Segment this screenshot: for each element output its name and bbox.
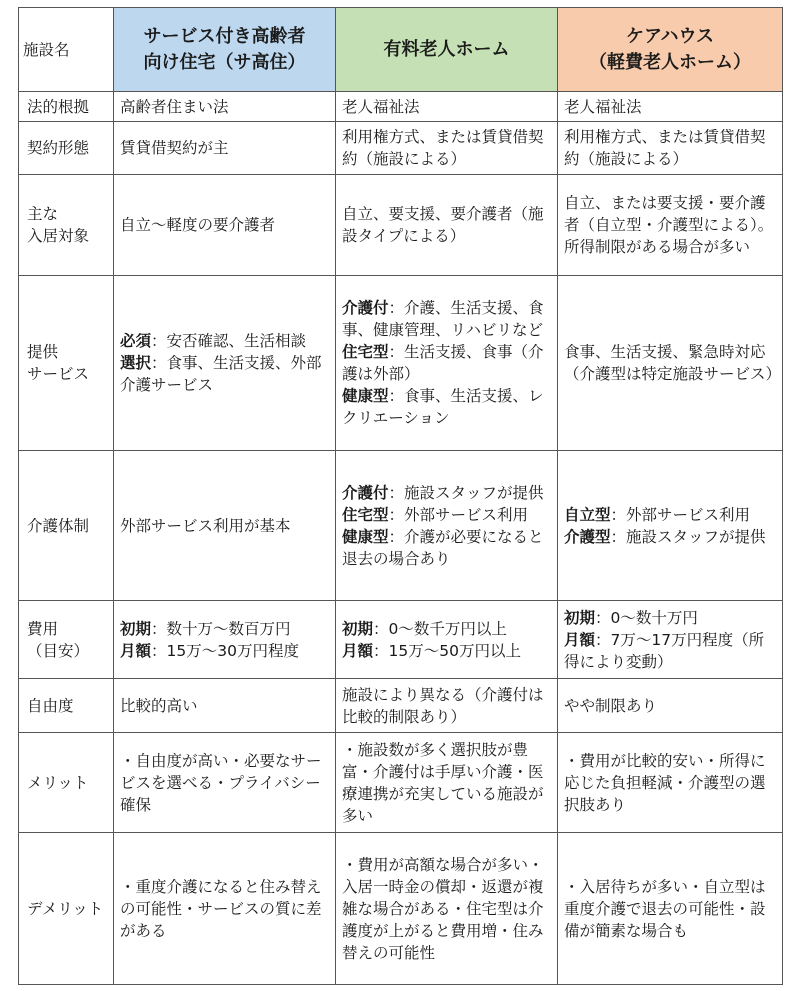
cell: ・重度介護になると住み替えの可能性・サービスの質に差がある [114, 833, 336, 985]
header-sakojyu [114, 8, 336, 92]
service-key: 必須 [120, 332, 152, 350]
cell [114, 276, 336, 451]
header-carehouse-line2: （軽費老人ホーム） [589, 51, 751, 73]
cost-key: 月額 [120, 641, 152, 660]
care-key: 介護型 [564, 527, 611, 546]
cost-text: ：数十万〜数百万円 [151, 619, 291, 638]
cell [336, 451, 558, 601]
cell: ・費用が高額な場合が多い・入居一時金の償却・返還が複雑な場合がある・住宅型は介護度が上がると費用増・住み替えの可能性 [336, 833, 558, 985]
cell: 老人福祉法 [558, 92, 783, 122]
care-line [564, 526, 776, 548]
cell: 賃貸借契約が主 [114, 122, 336, 175]
care-text: ：介護が必要になると退去の場合あり [342, 527, 544, 568]
cell: 自立、または要支援・要介護者（自立型・介護型による）。所得制限がある場合が多い [558, 175, 783, 276]
header-carehouse [558, 8, 783, 92]
cost-line [120, 640, 329, 662]
row-demerits [19, 833, 783, 985]
row-cost [19, 601, 783, 679]
cell: 利用権方式、または賃貸借契約（施設による） [558, 122, 783, 175]
row-label [19, 175, 114, 276]
care-line [342, 526, 551, 570]
header-row [19, 8, 783, 92]
header-yuryo [336, 8, 558, 92]
row-label-line2: 入居対象 [27, 227, 90, 245]
service-line [342, 297, 551, 341]
facility-comparison-table [18, 7, 783, 985]
row-label: デメリット [19, 833, 114, 985]
care-line [342, 504, 551, 526]
cell [114, 601, 336, 679]
comparison-table-wrapper [18, 7, 783, 985]
header-yuryo-line1: 有料老人ホーム [383, 38, 510, 60]
header-carehouse-line1: ケアハウス [625, 25, 715, 47]
care-text: ：外部サービス利用 [388, 505, 529, 524]
cell: ・費用が比較的安い・所得に応じた負担軽減・介護型の選択肢あり [558, 733, 783, 833]
care-key: 健康型 [342, 527, 389, 546]
cost-text: ：15万〜30万円程度 [151, 641, 299, 660]
cell: 施設により異なる（介護付は比較的制限あり） [336, 679, 558, 733]
cell: ・入居待ちが多い・自立型は重度介護で退去の可能性・設備が簡素な場合も [558, 833, 783, 985]
row-label-line2: （目安） [27, 641, 90, 660]
care-key: 自立型 [564, 505, 611, 524]
cost-key: 初期 [564, 608, 596, 627]
row-contract [19, 122, 783, 175]
cell: 外部サービス利用が基本 [114, 451, 336, 601]
cell: 自立〜軽度の要介護者 [114, 175, 336, 276]
care-text: ：施設スタッフが提供 [388, 483, 544, 502]
cell [558, 451, 783, 601]
cell: 比較的高い [114, 679, 336, 733]
service-key: 住宅型 [342, 343, 389, 361]
cell: 老人福祉法 [336, 92, 558, 122]
row-label-line1: 提供 [27, 343, 59, 361]
cell: 利用権方式、または賃貸借契約（施設による） [336, 122, 558, 175]
service-text: ：介護、生活支援、食事、健康管理、リハビリなど [342, 299, 544, 339]
header-label: 施設名 [19, 8, 114, 92]
row-label-line2: サービス [27, 365, 90, 383]
row-care [19, 451, 783, 601]
service-text: ：食事、生活支援、外部介護サービス [120, 354, 322, 394]
row-legal [19, 92, 783, 122]
cell: ・自由度が高い・必要なサービスを選べる・プライバシー確保 [114, 733, 336, 833]
cell: ・施設数が多く選択肢が豊富・介護付は手厚い介護・医療連携が充実している施設が多い [336, 733, 558, 833]
care-text: ：施設スタッフが提供 [610, 527, 766, 546]
cost-key: 月額 [564, 630, 596, 649]
cell [336, 601, 558, 679]
row-target [19, 175, 783, 276]
cell: やや制限あり [558, 679, 783, 733]
cost-line [120, 618, 329, 640]
care-text: ：外部サービス利用 [610, 505, 751, 524]
cell: 高齢者住まい法 [114, 92, 336, 122]
cost-text: ：15万〜50万円以上 [373, 641, 521, 660]
cost-line [564, 629, 776, 673]
care-key: 住宅型 [342, 505, 389, 524]
row-label: 契約形態 [19, 122, 114, 175]
cost-key: 初期 [120, 619, 152, 638]
row-label: 法的根拠 [19, 92, 114, 122]
row-merits [19, 733, 783, 833]
cost-text: ：0〜数十万円 [595, 608, 698, 627]
care-line [342, 482, 551, 504]
cell: 食事、生活支援、緊急時対応（介護型は特定施設サービス） [558, 276, 783, 451]
header-sakojyu-line2: 向け住宅（サ高住） [143, 51, 306, 73]
cost-line [342, 618, 551, 640]
care-line [564, 504, 776, 526]
service-line [342, 341, 551, 385]
cost-text: ：0〜数千万円以上 [373, 619, 507, 638]
row-label [19, 601, 114, 679]
row-label: 自由度 [19, 679, 114, 733]
cost-line [342, 640, 551, 662]
service-text: ：食事、生活支援、レクリエーション [342, 387, 544, 427]
cost-key: 初期 [342, 619, 374, 638]
service-key: 健康型 [342, 387, 389, 405]
row-label-line1: 主な [27, 205, 59, 223]
row-label-line1: 費用 [27, 619, 59, 638]
row-label: 介護体制 [19, 451, 114, 601]
cost-text: ：7万〜17万円程度（所得により変動） [564, 630, 765, 671]
service-text: ：生活支援、食事（介護は外部） [342, 343, 544, 383]
row-services [19, 276, 783, 451]
row-label: メリット [19, 733, 114, 833]
cell [558, 601, 783, 679]
row-label [19, 276, 114, 451]
service-line [120, 330, 329, 352]
cell [336, 276, 558, 451]
row-freedom [19, 679, 783, 733]
service-key: 介護付 [342, 299, 389, 317]
service-line [342, 385, 551, 429]
cost-line [564, 607, 776, 629]
service-key: 選択 [120, 354, 152, 372]
cell: 自立、要支援、要介護者（施設タイプによる） [336, 175, 558, 276]
cost-key: 月額 [342, 641, 374, 660]
header-sakojyu-line1: サービス付き高齢者 [143, 25, 306, 47]
service-text: ：安否確認、生活相談 [151, 332, 307, 350]
service-line [120, 352, 329, 396]
care-key: 介護付 [342, 483, 389, 502]
